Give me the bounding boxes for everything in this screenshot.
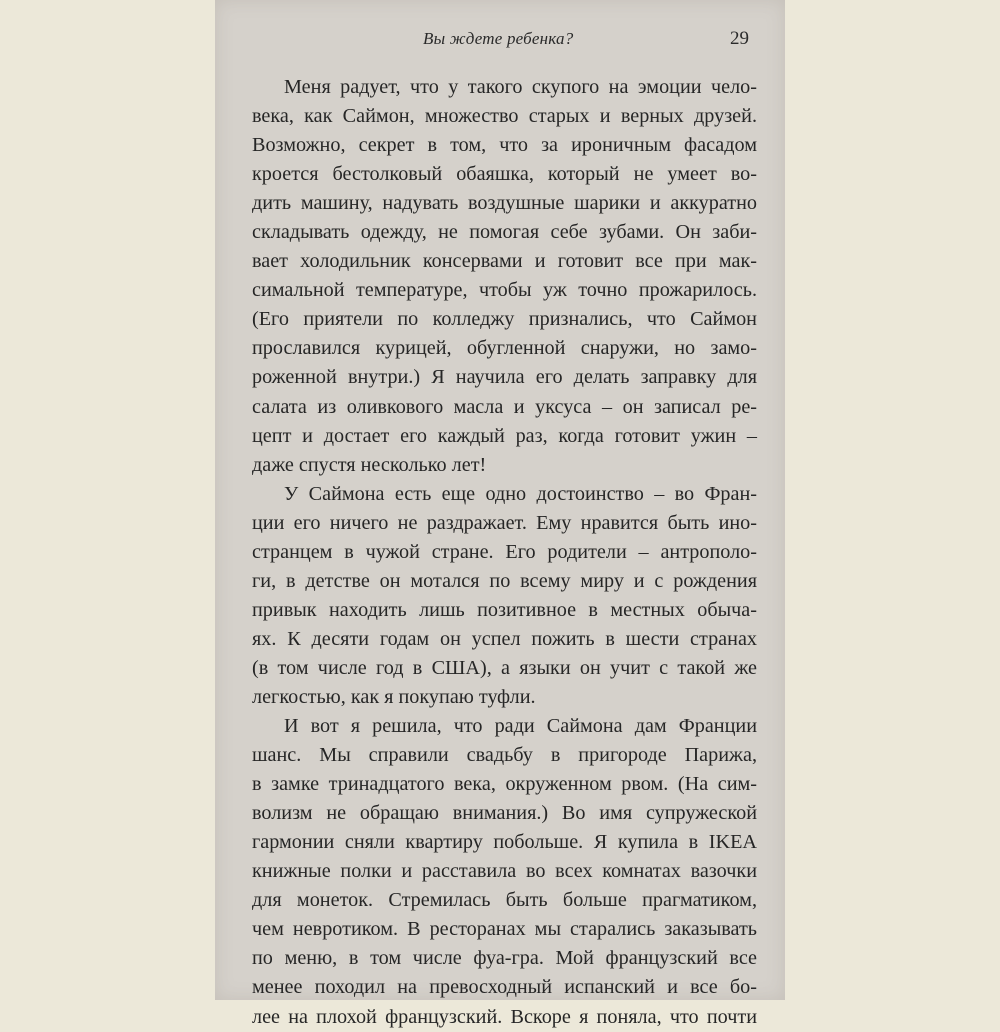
text-line: по меню, в том числе фуа-гра. Мой французский все bbox=[252, 947, 757, 970]
text-line: века, как Саймон, множество старых и верных друзей. bbox=[252, 105, 757, 128]
text-line: вает холодильник консервами и готовит все при мак- bbox=[252, 250, 757, 273]
running-title: Вы ждете ребенка? bbox=[423, 29, 574, 48]
text-line: ях. К десяти годам он успел пожить в шести странах bbox=[252, 627, 757, 650]
book-page bbox=[215, 0, 785, 1028]
text-line: странцем в чужой стране. Его родители – антрополо- bbox=[252, 540, 757, 563]
text-line: для монеток. Стремилась быть больше прагматиком, bbox=[252, 889, 757, 912]
text-line: лее на плохой французский. Вскоре я поняла, что почти bbox=[252, 1005, 757, 1028]
text-line: роженной внутри.) Я научила его делать заправку для bbox=[252, 366, 757, 389]
text-line: кроется бестолковый обаяшка, который не умеет во- bbox=[252, 163, 757, 186]
text-line: легкостью, как я покупаю туфли. bbox=[252, 685, 536, 708]
text-line: ги, в детстве он мотался по всему миру и с рождения bbox=[252, 569, 757, 592]
text-line: салата из оливкового масла и уксуса – он записал ре- bbox=[252, 395, 757, 418]
paragraph-1 bbox=[252, 73, 757, 480]
text-line: прославился курицей, обугленной снаружи, но замо- bbox=[252, 337, 757, 360]
text-line: чем невротиком. В ресторанах мы старались заказывать bbox=[252, 918, 757, 941]
text-line: даже спустя несколько лет! bbox=[252, 453, 487, 476]
text-line: У Саймона есть еще одно достоинство – во Фран- bbox=[284, 482, 757, 505]
text-line: Возможно, секрет в том, что за ироничным фасадом bbox=[252, 134, 757, 157]
text-line: книжные полки и расставила во всех комнатах вазочки bbox=[252, 860, 757, 883]
text-line: цепт и достает его каждый раз, когда готовит ужин – bbox=[252, 424, 757, 447]
text-line: привык находить лишь позитивное в местных обыча- bbox=[252, 598, 757, 621]
body-text bbox=[252, 73, 757, 1032]
text-line: симальной температуре, чтобы уж точно прожарилось. bbox=[252, 279, 757, 302]
text-line: гармонии сняли квартиру побольше. Я купила в IKEA bbox=[252, 831, 757, 854]
text-line: И вот я решила, что ради Саймона дам Франции bbox=[284, 715, 757, 738]
text-line: складывать одежду, не помогая себе зубами. Он заби- bbox=[252, 221, 757, 244]
text-line: шанс. Мы справили свадьбу в пригороде Парижа, bbox=[252, 744, 757, 767]
text-line: (Его приятели по колледжу признались, что Саймон bbox=[252, 308, 757, 331]
running-head bbox=[215, 26, 785, 56]
text-line: ции его ничего не раздражает. Ему нравится быть ино- bbox=[252, 511, 757, 534]
text-line: (в том числе год в США), а языки он учит с такой же bbox=[252, 656, 757, 679]
text-line: менее походил на превосходный испанский и все бо- bbox=[252, 976, 757, 999]
paragraph-3 bbox=[252, 712, 757, 1032]
page-number: 29 bbox=[730, 28, 749, 49]
text-line: в замке тринадцатого века, окруженном рвом. (На сим- bbox=[252, 773, 757, 796]
text-line: Меня радует, что у такого скупого на эмоции чело- bbox=[284, 76, 757, 98]
text-line: дить машину, надувать воздушные шарики и аккуратно bbox=[252, 192, 757, 215]
text-line: волизм не обращаю внимания.) Во имя супружеской bbox=[252, 802, 757, 825]
paragraph-2 bbox=[252, 480, 757, 712]
